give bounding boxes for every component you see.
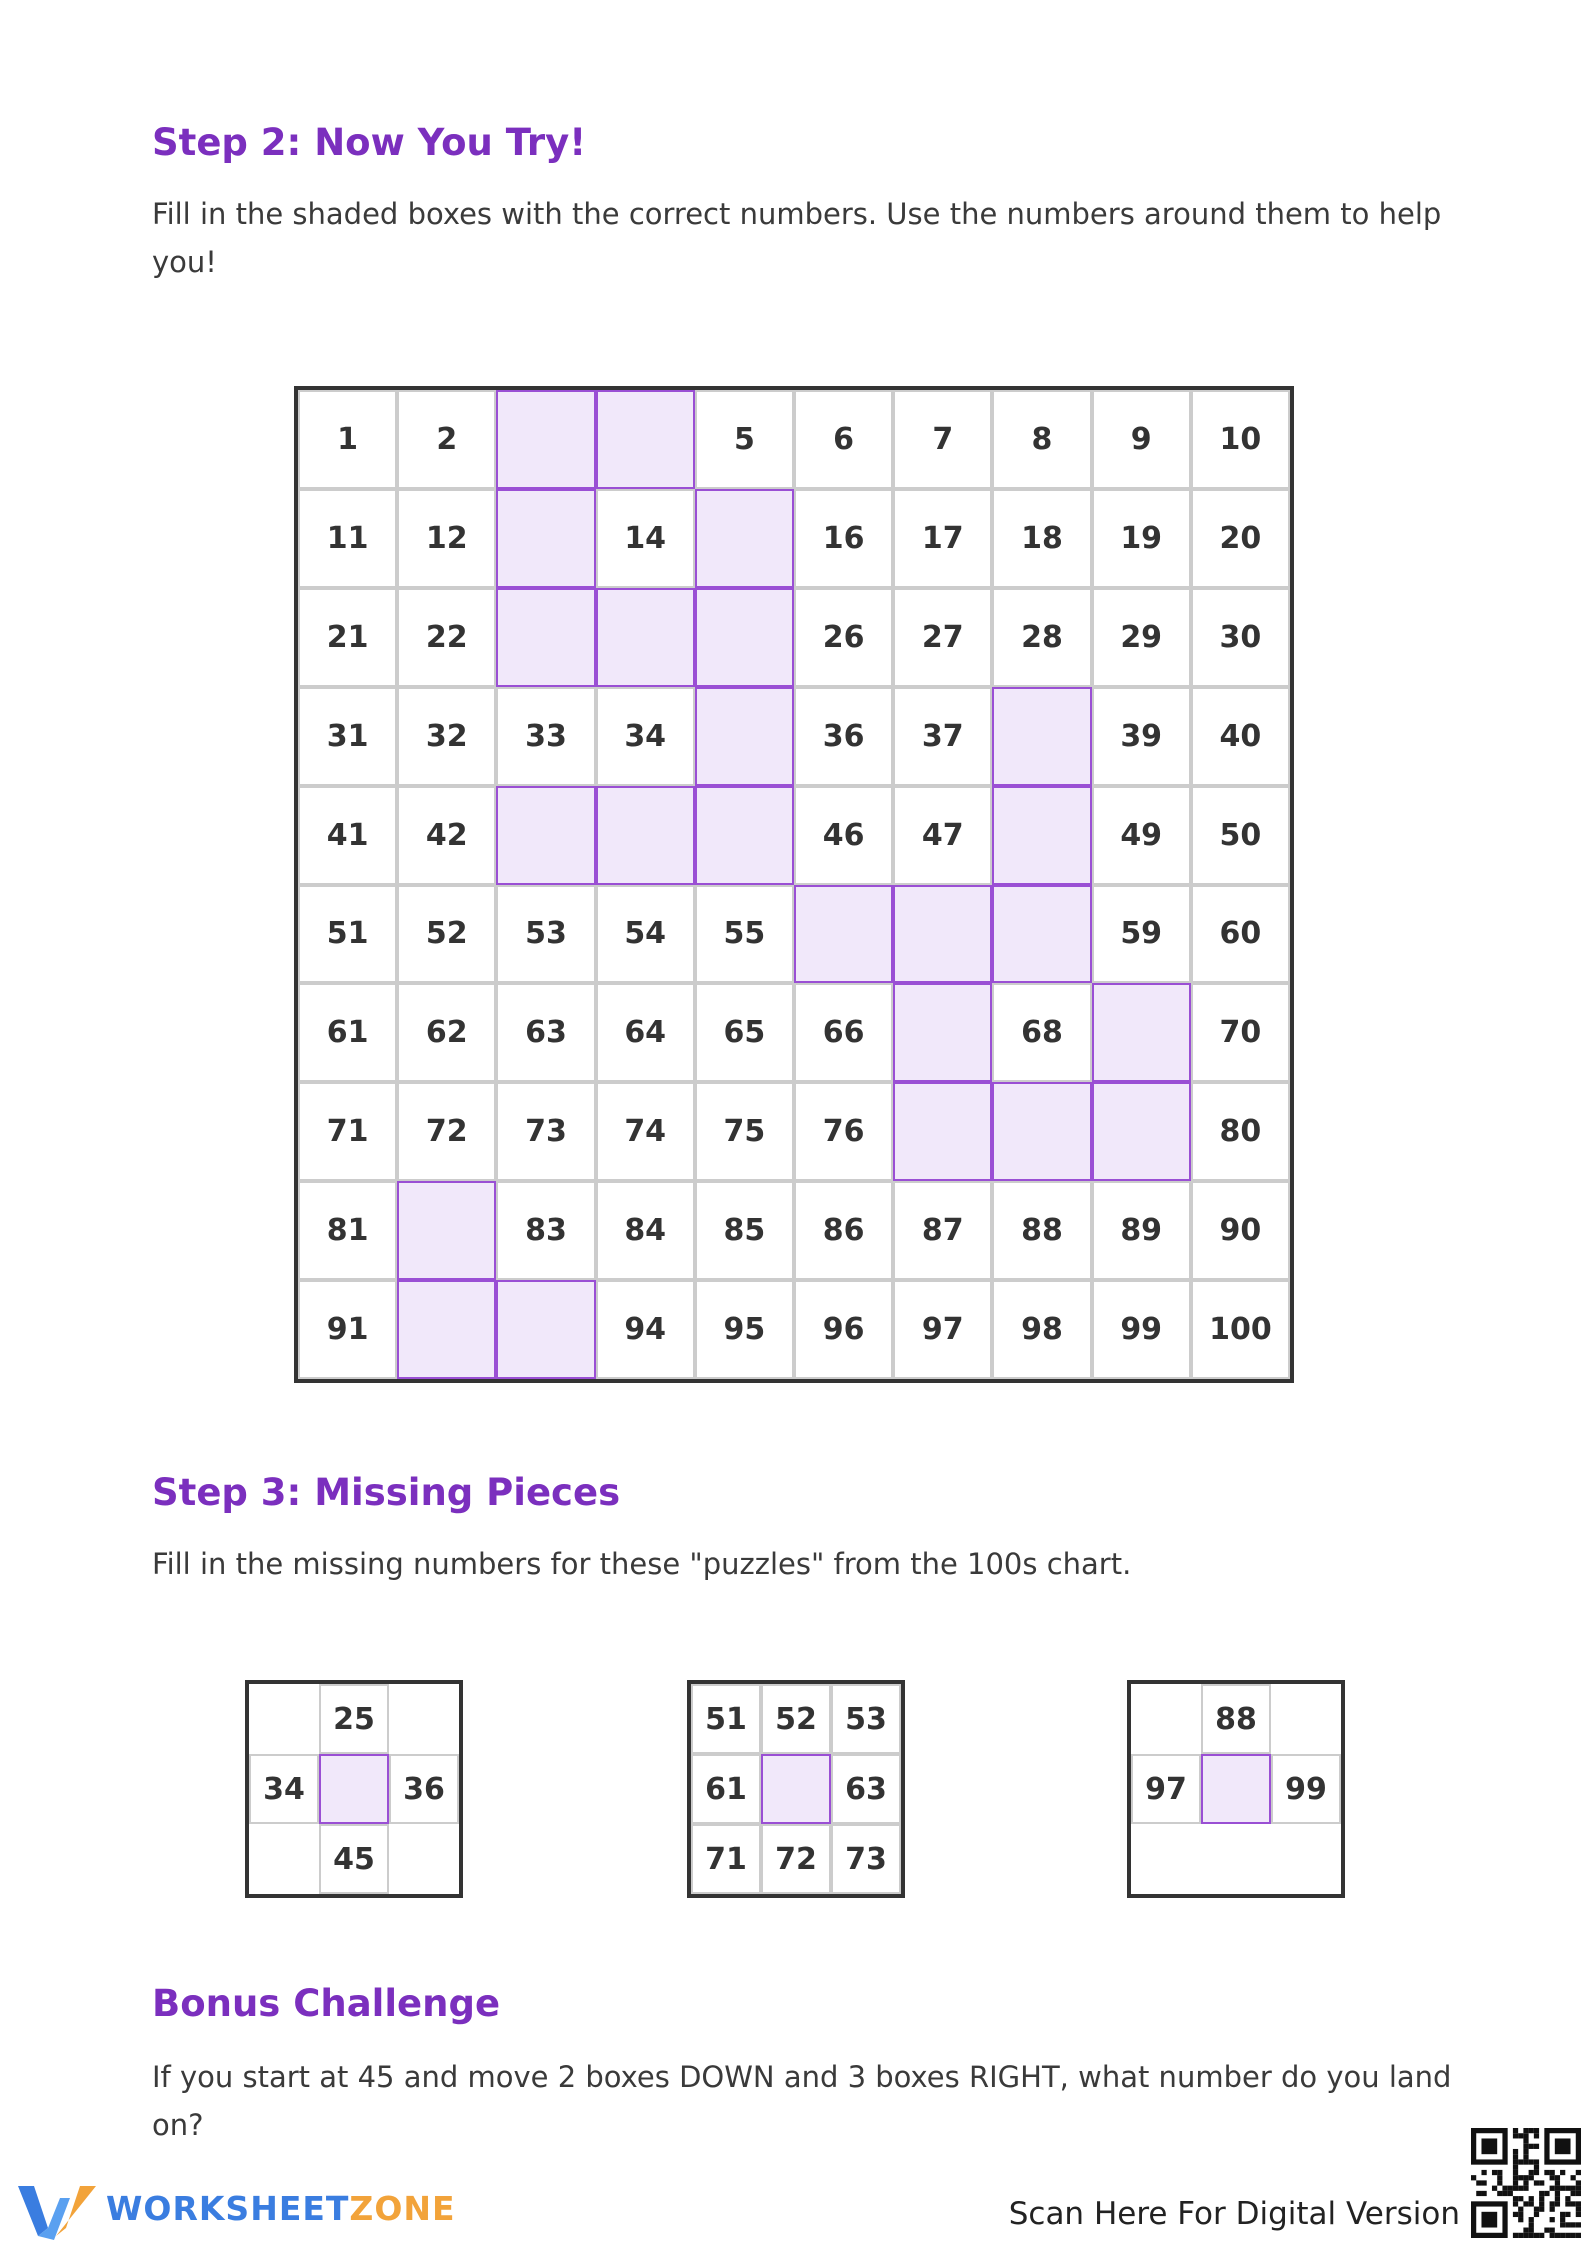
chart-cell: 81 <box>298 1181 397 1280</box>
chart-cell: 37 <box>893 687 992 786</box>
shaded-answer-box[interactable] <box>1092 1082 1191 1181</box>
chart-cell: 29 <box>1092 588 1191 687</box>
chart-cell: 89 <box>1092 1181 1191 1280</box>
shaded-answer-box[interactable] <box>496 588 595 687</box>
shaded-answer-box[interactable] <box>596 390 695 489</box>
bonus-heading: Bonus Challenge <box>152 1982 501 2025</box>
chart-cell: 64 <box>596 983 695 1082</box>
chart-cell: 68 <box>992 983 1091 1082</box>
shaded-answer-box[interactable] <box>893 885 992 984</box>
chart-cell: 97 <box>893 1280 992 1379</box>
chart-cell: 87 <box>893 1181 992 1280</box>
chart-cell: 30 <box>1191 588 1290 687</box>
chart-cell: 2 <box>397 390 496 489</box>
shaded-answer-box[interactable] <box>992 1082 1091 1181</box>
puzzle-cell: 71 <box>691 1824 761 1894</box>
chart-cell: 52 <box>397 885 496 984</box>
step2-instructions: Fill in the shaded boxes with the correct numbers. Use the numbers around them to help you! <box>152 197 1442 279</box>
shaded-answer-box[interactable] <box>893 1082 992 1181</box>
puzzle-cell: 88 <box>1201 1684 1271 1754</box>
shaded-answer-box[interactable] <box>992 687 1091 786</box>
chart-cell: 65 <box>695 983 794 1082</box>
puzzle-empty-cell <box>1201 1824 1271 1894</box>
shaded-answer-box[interactable] <box>496 1280 595 1379</box>
scan-here-text: Scan Here For Digital Version <box>1008 2196 1460 2232</box>
puzzle-answer-box[interactable] <box>1201 1754 1271 1824</box>
shaded-answer-box[interactable] <box>695 588 794 687</box>
puzzle-empty-cell <box>249 1824 319 1894</box>
chart-cell: 70 <box>1191 983 1290 1082</box>
chart-cell: 21 <box>298 588 397 687</box>
shaded-answer-box[interactable] <box>496 786 595 885</box>
shaded-answer-box[interactable] <box>496 489 595 588</box>
chart-cell: 40 <box>1191 687 1290 786</box>
chart-cell: 55 <box>695 885 794 984</box>
puzzle-empty-cell <box>249 1684 319 1754</box>
chart-cell: 19 <box>1092 489 1191 588</box>
chart-cell: 88 <box>992 1181 1091 1280</box>
chart-cell: 74 <box>596 1082 695 1181</box>
chart-cell: 72 <box>397 1082 496 1181</box>
chart-cell: 71 <box>298 1082 397 1181</box>
worksheetzone-logo-icon <box>18 2182 98 2240</box>
puzzle-cell: 45 <box>319 1824 389 1894</box>
puzzle-empty-cell <box>389 1824 459 1894</box>
puzzle-cell: 97 <box>1131 1754 1201 1824</box>
chart-cell: 95 <box>695 1280 794 1379</box>
shaded-answer-box[interactable] <box>695 489 794 588</box>
chart-cell: 75 <box>695 1082 794 1181</box>
chart-cell: 62 <box>397 983 496 1082</box>
chart-cell: 41 <box>298 786 397 885</box>
puzzle-1 <box>245 1680 463 1898</box>
chart-cell: 80 <box>1191 1082 1290 1181</box>
chart-cell: 14 <box>596 489 695 588</box>
chart-cell: 5 <box>695 390 794 489</box>
chart-cell: 94 <box>596 1280 695 1379</box>
puzzle-cell: 53 <box>831 1684 901 1754</box>
chart-cell: 34 <box>596 687 695 786</box>
chart-cell: 39 <box>1092 687 1191 786</box>
shaded-answer-box[interactable] <box>794 885 893 984</box>
chart-cell: 73 <box>496 1082 595 1181</box>
chart-cell: 6 <box>794 390 893 489</box>
chart-cell: 7 <box>893 390 992 489</box>
step3-heading: Step 3: Missing Pieces <box>152 1471 621 1514</box>
chart-cell: 12 <box>397 489 496 588</box>
brand-name <box>106 2189 456 2228</box>
shaded-answer-box[interactable] <box>496 390 595 489</box>
chart-cell: 83 <box>496 1181 595 1280</box>
chart-cell: 63 <box>496 983 595 1082</box>
shaded-answer-box[interactable] <box>992 786 1091 885</box>
puzzle-empty-cell <box>1131 1824 1201 1894</box>
puzzle-2 <box>687 1680 905 1898</box>
puzzle-cell: 51 <box>691 1684 761 1754</box>
chart-cell: 33 <box>496 687 595 786</box>
shaded-answer-box[interactable] <box>397 1181 496 1280</box>
chart-cell: 36 <box>794 687 893 786</box>
chart-cell: 61 <box>298 983 397 1082</box>
chart-cell: 42 <box>397 786 496 885</box>
chart-cell: 27 <box>893 588 992 687</box>
chart-cell: 26 <box>794 588 893 687</box>
chart-cell: 84 <box>596 1181 695 1280</box>
chart-cell: 31 <box>298 687 397 786</box>
puzzle-cell: 73 <box>831 1824 901 1894</box>
chart-cell: 86 <box>794 1181 893 1280</box>
chart-cell: 59 <box>1092 885 1191 984</box>
puzzle-cell: 61 <box>691 1754 761 1824</box>
puzzle-cell: 72 <box>761 1824 831 1894</box>
puzzle-cell: 99 <box>1271 1754 1341 1824</box>
chart-cell: 100 <box>1191 1280 1290 1379</box>
chart-cell: 85 <box>695 1181 794 1280</box>
shaded-answer-box[interactable] <box>893 983 992 1082</box>
chart-cell: 99 <box>1092 1280 1191 1379</box>
chart-cell: 49 <box>1092 786 1191 885</box>
chart-cell: 8 <box>992 390 1091 489</box>
chart-cell: 46 <box>794 786 893 885</box>
shaded-answer-box[interactable] <box>992 885 1091 984</box>
puzzle-empty-cell <box>1131 1684 1201 1754</box>
step2-heading: Step 2: Now You Try! <box>152 121 587 164</box>
puzzle-cell: 25 <box>319 1684 389 1754</box>
chart-cell: 9 <box>1092 390 1191 489</box>
chart-cell: 50 <box>1191 786 1290 885</box>
puzzle-answer-box[interactable] <box>761 1754 831 1824</box>
hundreds-chart <box>294 386 1294 1383</box>
shaded-answer-box[interactable] <box>695 687 794 786</box>
chart-cell: 96 <box>794 1280 893 1379</box>
puzzle-cell: 36 <box>389 1754 459 1824</box>
puzzle-empty-cell <box>1271 1824 1341 1894</box>
shaded-answer-box[interactable] <box>397 1280 496 1379</box>
puzzle-cell: 52 <box>761 1684 831 1754</box>
puzzle-cell: 63 <box>831 1754 901 1824</box>
brand-name-part2: ZONE <box>349 2189 456 2228</box>
brand-name-part1: WORKSHEET <box>106 2189 350 2228</box>
chart-cell: 18 <box>992 489 1091 588</box>
chart-cell: 90 <box>1191 1181 1290 1280</box>
step3-instructions: Fill in the missing numbers for these "puzzles" from the 100s chart. <box>152 1547 1132 1581</box>
bonus-text: If you start at 45 and move 2 boxes DOWN and 3 boxes RIGHT, what number do you land on? <box>152 2060 1452 2142</box>
chart-cell: 17 <box>893 489 992 588</box>
puzzle-answer-box[interactable] <box>319 1754 389 1824</box>
shaded-answer-box[interactable] <box>695 786 794 885</box>
chart-cell: 54 <box>596 885 695 984</box>
chart-cell: 10 <box>1191 390 1290 489</box>
puzzle-empty-cell <box>1271 1684 1341 1754</box>
chart-cell: 32 <box>397 687 496 786</box>
chart-cell: 91 <box>298 1280 397 1379</box>
chart-cell: 16 <box>794 489 893 588</box>
chart-cell: 20 <box>1191 489 1290 588</box>
puzzle-empty-cell <box>389 1684 459 1754</box>
shaded-answer-box[interactable] <box>596 786 695 885</box>
chart-cell: 76 <box>794 1082 893 1181</box>
chart-cell: 60 <box>1191 885 1290 984</box>
qr-code-icon[interactable] <box>1471 2128 1581 2238</box>
chart-cell: 11 <box>298 489 397 588</box>
shaded-answer-box[interactable] <box>1092 983 1191 1082</box>
chart-cell: 28 <box>992 588 1091 687</box>
shaded-answer-box[interactable] <box>596 588 695 687</box>
chart-cell: 1 <box>298 390 397 489</box>
puzzle-cell: 34 <box>249 1754 319 1824</box>
chart-cell: 51 <box>298 885 397 984</box>
chart-cell: 66 <box>794 983 893 1082</box>
puzzle-3 <box>1127 1680 1345 1898</box>
chart-cell: 98 <box>992 1280 1091 1379</box>
chart-cell: 22 <box>397 588 496 687</box>
chart-cell: 53 <box>496 885 595 984</box>
chart-cell: 47 <box>893 786 992 885</box>
